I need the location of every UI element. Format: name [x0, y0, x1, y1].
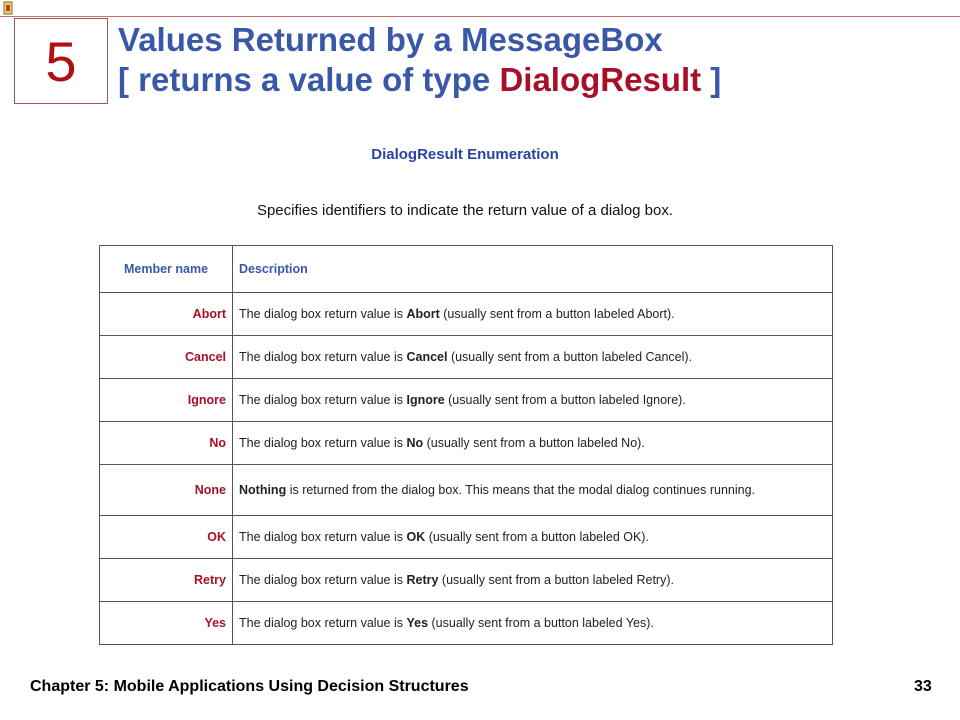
description-text-post: (usually sent from a button labeled No). [423, 436, 645, 450]
table-row [100, 465, 833, 516]
page-number: 33 [914, 678, 932, 695]
description-text-post: is returned from the dialog box. This means that the modal dialog continues running. [286, 483, 756, 497]
description-value-bold: No [406, 436, 424, 450]
table-row [100, 293, 833, 336]
member-name-cell: OK [100, 516, 233, 559]
table-body [100, 293, 833, 645]
description-text-post: (usually sent from a button labeled Retry). [438, 573, 674, 587]
title-line-2-suffix: ] [701, 61, 722, 98]
document-icon [3, 1, 13, 15]
description-text-post: (usually sent from a button labeled OK). [425, 530, 649, 544]
description-text-post: (usually sent from a button labeled Yes). [428, 616, 654, 630]
description-cell [233, 465, 833, 516]
table-row [100, 559, 833, 602]
member-name-cell: No [100, 422, 233, 465]
header-divider-line [0, 16, 960, 17]
description-cell [233, 559, 833, 602]
title-line-2-accent: DialogResult [499, 61, 702, 98]
description-cell [233, 602, 833, 645]
table-row [100, 379, 833, 422]
description-text-post: (usually sent from a button labeled Abort). [439, 307, 675, 321]
description-value-bold: Abort [406, 307, 440, 321]
header-description: Description [233, 246, 833, 293]
description-text-post: (usually sent from a button labeled Ignore). [444, 393, 686, 407]
title-line-1: Values Returned by a MessageBox [118, 21, 663, 58]
footer-chapter-title: Chapter 5: Mobile Applications Using Decision Structures [30, 678, 469, 695]
description-value-bold: Retry [406, 573, 439, 587]
table-header-row [100, 246, 833, 293]
description-value-bold: Nothing [239, 483, 287, 497]
member-name-cell: Cancel [100, 336, 233, 379]
member-name-cell: Retry [100, 559, 233, 602]
description-text-pre: The dialog box return value is [239, 393, 407, 407]
description-value-bold: OK [406, 530, 426, 544]
description-text-pre: The dialog box return value is [239, 530, 407, 544]
description-text-pre: The dialog box return value is [239, 350, 407, 364]
description-cell [233, 422, 833, 465]
chapter-number: 5 [45, 29, 77, 93]
member-name-cell: None [100, 465, 233, 516]
table-row [100, 422, 833, 465]
description-value-bold: Ignore [406, 393, 445, 407]
title-line-2-prefix: [ returns a value of type [118, 61, 500, 98]
description-cell [233, 336, 833, 379]
member-name-cell: Abort [100, 293, 233, 336]
chapter-number-box [14, 18, 108, 104]
description-value-bold: Cancel [406, 350, 448, 364]
enumeration-heading: DialogResult Enumeration [371, 146, 559, 163]
description-value-bold: Yes [406, 616, 429, 630]
description-text-pre: The dialog box return value is [239, 307, 407, 321]
member-name-cell: Yes [100, 602, 233, 645]
description-cell [233, 516, 833, 559]
description-text-pre: The dialog box return value is [239, 573, 407, 587]
enumeration-description: Specifies identifiers to indicate the return value of a dialog box. [256, 202, 674, 219]
description-text-pre: The dialog box return value is [239, 436, 407, 450]
member-name-cell: Ignore [100, 379, 233, 422]
description-text-pre: The dialog box return value is [239, 616, 407, 630]
description-cell [233, 293, 833, 336]
table-row [100, 602, 833, 645]
table-row [100, 516, 833, 559]
title-line-2 [118, 60, 948, 100]
header-member-name: Member name [100, 246, 233, 293]
description-cell [233, 379, 833, 422]
description-text-post: (usually sent from a button labeled Cancel). [447, 350, 693, 364]
table-row [100, 336, 833, 379]
members-table [99, 245, 833, 645]
slide-title [118, 20, 948, 100]
